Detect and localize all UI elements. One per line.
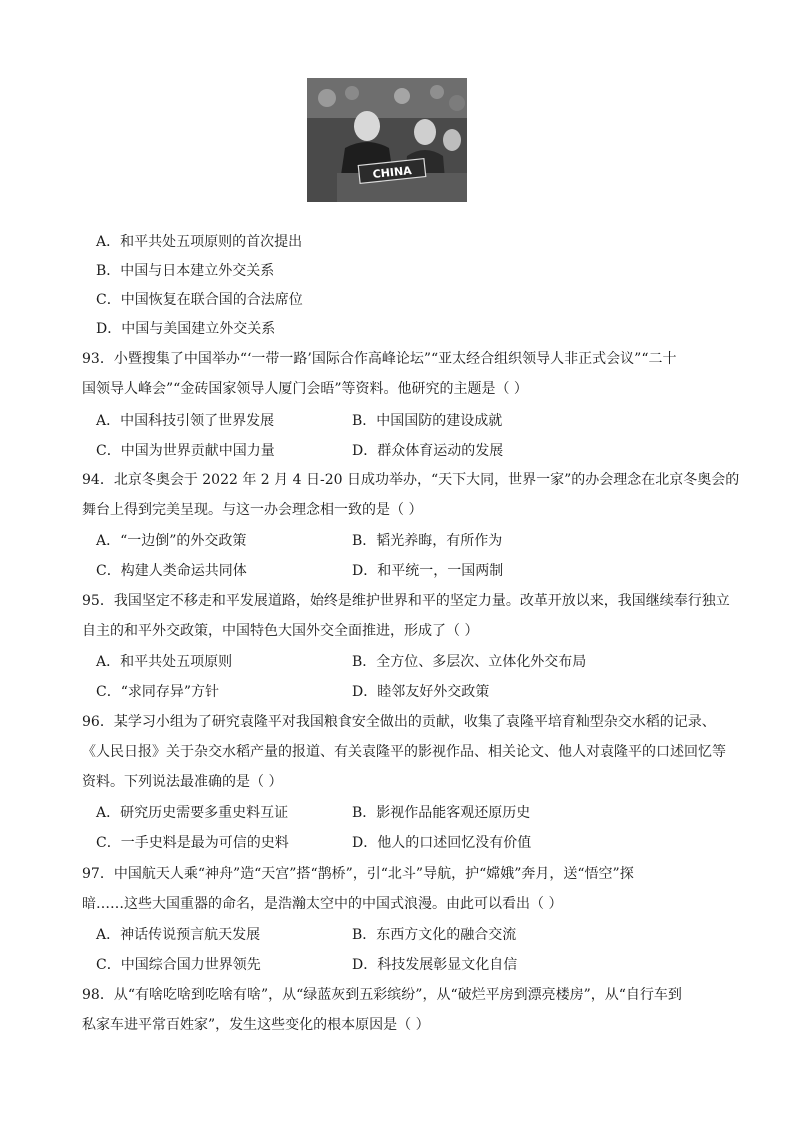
- q92-option-b: B．中国与日本建立外交关系: [96, 263, 275, 279]
- q94-option-b: B．韬光养晦，有所作为: [352, 533, 503, 549]
- photo-illustration: [307, 78, 467, 202]
- q96-option-a: A．研究历史需要多重史料互证: [96, 805, 289, 821]
- q97-option-a: A．神话传说预言航天发展: [96, 927, 261, 943]
- q97-option-c: C．中国综合国力世界领先: [96, 957, 261, 973]
- q97-option-b: B．东西方文化的融合交流: [352, 927, 517, 943]
- q92-option-a: A．和平共处五项原则的首次提出: [96, 234, 303, 250]
- q96-option-d: D．他人的口述回忆没有价值: [352, 835, 532, 851]
- q96-stem-line-3: 资料。下列说法最准确的是（ ）: [82, 774, 283, 790]
- q98-stem-line-1: 98．从“有啥吃啥到吃啥有啥”，从“绿蓝灰到五彩缤纷”，从“破烂平房到漂亮楼房”，从“自行车到: [82, 987, 682, 1003]
- q94-stem-line-2: 舞台上得到完美呈现。与这一办会理念相一致的是（ ）: [82, 502, 423, 518]
- q92-option-c: C．中国恢复在联合国的合法席位: [96, 292, 303, 308]
- q93-stem-line-2: 国领导人峰会”“金砖国家领导人厦门会晤”等资料。他研究的主题是（ ）: [82, 381, 528, 397]
- q97-option-d: D．科技发展彰显文化自信: [352, 957, 518, 973]
- q93-option-c: C．中国为世界贡献中国力量: [96, 443, 275, 459]
- q97-stem-line-2: 暗……这些大国重器的命名，是浩瀚太空中的中国式浪漫。由此可以看出（ ）: [82, 896, 563, 912]
- photo-un-delegation: [307, 78, 467, 202]
- q94-option-a: A．“一边倒”的外交政策: [96, 533, 247, 549]
- q96-stem-line-1: 96．某学习小组为了研究袁隆平对我国粮食安全做出的贡献，收集了袁隆平培育籼型杂交水稻的记录、: [82, 714, 716, 730]
- q95-option-c: C．“求同存异”方针: [96, 684, 220, 700]
- q92-option-d: D．中国与美国建立外交关系: [96, 321, 276, 337]
- q96-stem-line-2: 《人民日报》关于杂交水稻产量的报道、有关袁隆平的影视作品、相关论文、他人对袁隆平的口述回忆等: [82, 744, 726, 760]
- q93-stem-line-1: 93．小暨搜集了中国举办“‘一带一路’国际合作高峰论坛”“亚太经合组织领导人非正式会议”“二十: [82, 351, 677, 367]
- q94-option-d: D．和平统一，一国两制: [352, 563, 504, 579]
- q93-option-b: B．中国国防的建设成就: [352, 413, 503, 429]
- q95-option-a: A．和平共处五项原则: [96, 654, 233, 670]
- q95-stem-line-2: 自主的和平外交政策，中国特色大国外交全面推进，形成了（ ）: [82, 623, 479, 639]
- q98-stem-line-2: 私家车进平常百姓家”，发生这些变化的根本原因是（ ）: [82, 1017, 430, 1033]
- q95-option-b: B．全方位、多层次、立体化外交布局: [352, 654, 587, 670]
- q95-stem-line-1: 95．我国坚定不移走和平发展道路，始终是维护世界和平的坚定力量。改革开放以来，我国继续奉行独立: [82, 593, 730, 609]
- q96-option-c: C．一手史料是最为可信的史料: [96, 835, 289, 851]
- q93-option-a: A．中国科技引领了世界发展: [96, 413, 275, 429]
- q96-option-b: B．影视作品能客观还原历史: [352, 805, 531, 821]
- placard-text: CHINA: [372, 163, 413, 181]
- q97-stem-line-1: 97．中国航天人乘“神舟”造“天宫”搭“鹊桥”，引“北斗”导航，护“嫦娥”奔月，送“悟空”探: [82, 866, 634, 882]
- q94-option-c: C．构建人类命运共同体: [96, 563, 247, 579]
- q95-option-d: D．睦邻友好外交政策: [352, 684, 490, 700]
- q93-option-d: D．群众体育运动的发展: [352, 443, 504, 459]
- q94-stem-line-1: 94．北京冬奥会于 2022 年 2 月 4 日-20 日成功举办，“天下大同，世界一家”的办会理念在北京冬奥会的: [82, 472, 740, 488]
